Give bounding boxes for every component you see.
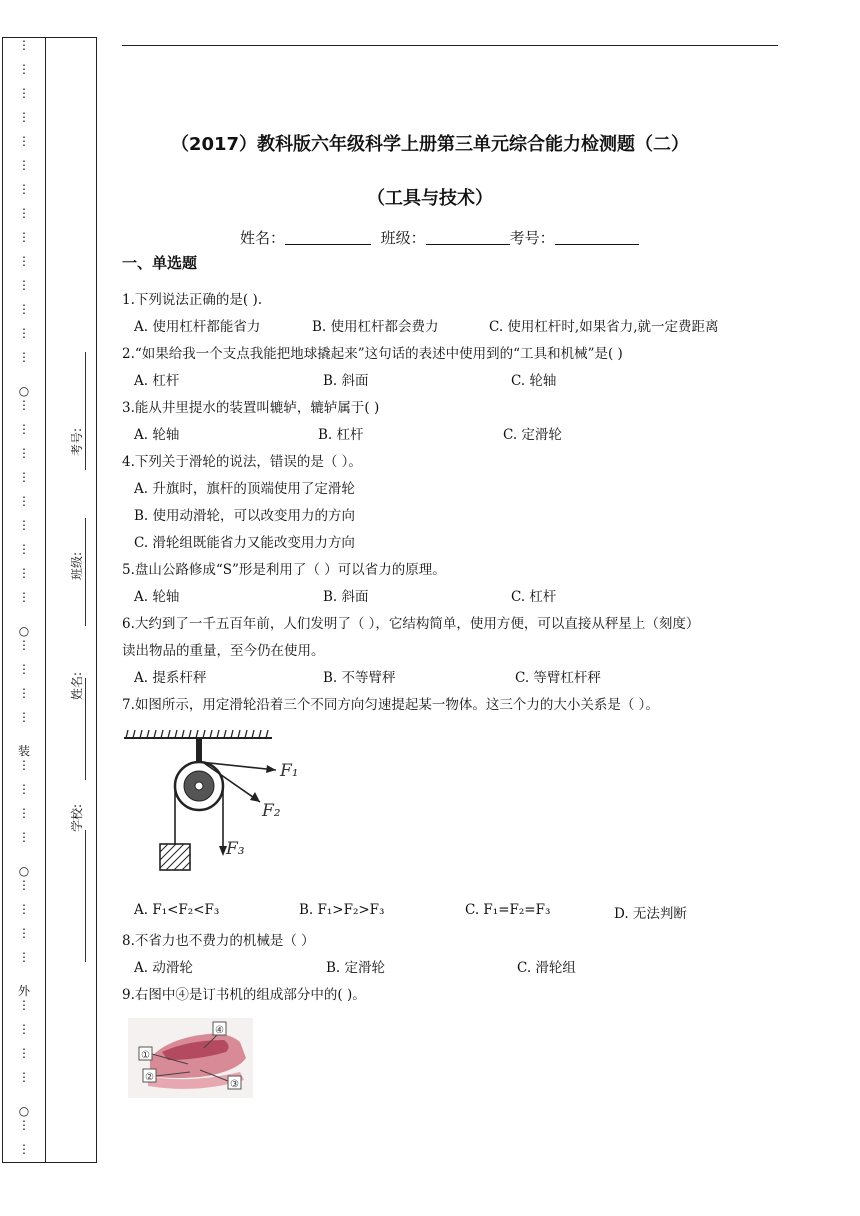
q5-option-a: A. 轮轴 [134,589,180,605]
binding-dot: ⋮ [18,326,30,340]
binding-dot: ⋮ [18,998,30,1012]
question-9: 9.右图中④是订书机的组成部分中的( )。 [122,987,366,1003]
binding-dot: ⋮ [18,806,30,820]
binding-dot: ⋮ [18,110,30,124]
binding-mark: 装 [17,744,30,758]
q6-option-b: B. 不等臂秤 [323,670,396,686]
binding-dot: ⋮ [18,1022,30,1036]
label-3: ③ [230,1079,239,1090]
binding-dot: ⋮ [18,62,30,76]
q4-option-c: C. 滑轮组既能省力又能改变用力方向 [134,535,355,551]
binding-dot: ⋮ [18,782,30,796]
binding-dot: ⋮ [18,710,30,724]
binding-dot: ⋮ [18,1142,30,1156]
q4-option-b: B. 使用动滑轮，可以改变用力的方向 [134,508,356,524]
q3-option-c: C. 定滑轮 [503,427,562,443]
label-f2: F₂ [262,801,281,821]
q3-option-b: B. 杠杆 [318,427,364,443]
binding-dot: ⋮ [18,446,30,460]
binding-field-class: 班级: [70,551,84,580]
stapler-figure [128,1018,253,1098]
binding-dot: ⋮ [18,1070,30,1084]
pulley-figure [122,726,302,876]
binding-dot: ⋮ [18,1046,30,1060]
question-3: 3.能从井里提水的装置叫辘轳，辘轳属于( ) [122,400,380,416]
label-f1: F₁ [280,761,299,781]
binding-dot: ⋮ [18,926,30,940]
binding-mark: ○ [18,384,30,398]
binding-dot: ⋮ [18,278,30,292]
binding-dot: ⋮ [18,350,30,364]
binding-dot: ⋮ [18,398,30,412]
student-info [240,227,639,248]
q8-option-c: C. 滑轮组 [517,960,576,976]
q3-option-a: A. 轮轴 [134,427,180,443]
q7-option-b: B. F₁>F₂>F₃ [299,902,385,918]
header-rule [122,45,778,46]
binding-dot: ⋮ [18,950,30,964]
binding-field-school: 学校: [70,803,84,832]
binding-dot: ⋮ [18,1118,30,1132]
page-title: （2017）教科版六年级科学上册第三单元综合能力检测题（二） [170,134,690,155]
name-blank[interactable] [285,230,371,245]
binding-mark: ○ [18,624,30,638]
binding-dot: ⋮ [18,158,30,172]
q7-option-d: D. 无法判断 [614,906,687,922]
binding-mark: 外 [17,984,30,998]
q5-option-b: B. 斜面 [323,589,369,605]
binding-dot: ⋮ [18,758,30,772]
question-6-line2: 读出物品的重量，至今仍在使用。 [122,643,325,659]
q8-option-a: A. 动滑轮 [134,960,193,976]
q1-option-a: A. 使用杠杆都能省力 [134,319,261,335]
binding-dot: ⋮ [18,38,30,52]
label-1: ① [141,1050,150,1061]
binding-dot: ⋮ [18,902,30,916]
binding-dot: ⋮ [18,518,30,532]
q4-option-a: A. 升旗时，旗杆的顶端使用了定滑轮 [134,481,355,497]
q1-option-c: C. 使用杠杆时,如果省力,就一定费距离 [489,319,719,335]
q7-option-c: C. F₁=F₂=F₃ [465,902,551,918]
binding-dot: ⋮ [18,662,30,676]
binding-dot: ⋮ [18,494,30,508]
q2-option-c: C. 轮轴 [511,373,557,389]
binding-dot: ⋮ [18,542,30,556]
question-8: 8.不省力也不费力的机械是（ ） [122,933,315,949]
q1-option-b: B. 使用杠杆都会费力 [312,319,439,335]
binding-dot: ⋮ [18,830,30,844]
label-4: ④ [215,1025,224,1036]
page-subtitle: （工具与技术） [367,188,493,209]
binding-dot: ⋮ [18,230,30,244]
field-line-name [85,678,86,780]
binding-dot: ⋮ [18,686,30,700]
question-2: 2.“如果给我一个支点我能把地球撬起来”这句话的表述中使用到的“工具和机械”是( ) [122,346,623,362]
binding-dot: ⋮ [18,182,30,196]
binding-dot: ⋮ [18,878,30,892]
binding-dot: ⋮ [18,566,30,580]
field-line-exam [85,352,86,470]
binding-field-exam: 考号: [70,427,84,456]
label-2: ② [145,1072,154,1083]
class-blank[interactable] [426,230,510,245]
field-line-class [85,518,86,626]
label-f3: F₃ [226,839,245,859]
q5-option-c: C. 杠杆 [511,589,557,605]
binding-dot: ⋮ [18,470,30,484]
binding-field-name: 姓名: [70,671,84,700]
section-heading: 一、单选题 [122,254,198,272]
q8-option-b: B. 定滑轮 [326,960,386,976]
name-label: 姓名： [240,229,286,247]
binding-dot: ⋮ [18,206,30,220]
q6-option-c: C. 等臂杠杆秤 [515,670,601,686]
q2-option-a: A. 杠杆 [134,373,180,389]
binding-dot: ⋮ [18,422,30,436]
exam-label: 考号： [509,229,555,247]
question-7: 7.如图所示，用定滑轮沿着三个不同方向匀速提起某一物体。这三个力的大小关系是（ ）。 [122,697,659,713]
exam-blank[interactable] [555,230,639,245]
binding-dot: ⋮ [18,590,30,604]
binding-dot: ⋮ [18,302,30,316]
binding-dot: ⋮ [18,254,30,268]
q7-option-a: A. F₁<F₂<F₃ [134,902,220,918]
q6-option-a: A. 提系杆秤 [134,670,207,686]
field-line-school [85,830,86,962]
question-5: 5.盘山公路修成“S”形是利用了（ ）可以省力的原理。 [122,562,446,578]
q2-option-b: B. 斜面 [323,373,369,389]
binding-dot: ⋮ [18,638,30,652]
binding-mark: ○ [18,864,30,878]
question-6: 6.大约到了一千五百年前，人们发明了（ ），它结构简单，使用方便，可以直接从秤星上（刻度） [122,616,700,632]
class-label: 班级： [380,229,426,247]
binding-dot: ⋮ [18,86,30,100]
binding-mark: ○ [18,1104,30,1118]
question-1: 1.下列说法正确的是( ). [122,292,262,308]
binding-dot: ⋮ [18,134,30,148]
question-4: 4.下列关于滑轮的说法，错误的是（ ）。 [122,454,362,470]
